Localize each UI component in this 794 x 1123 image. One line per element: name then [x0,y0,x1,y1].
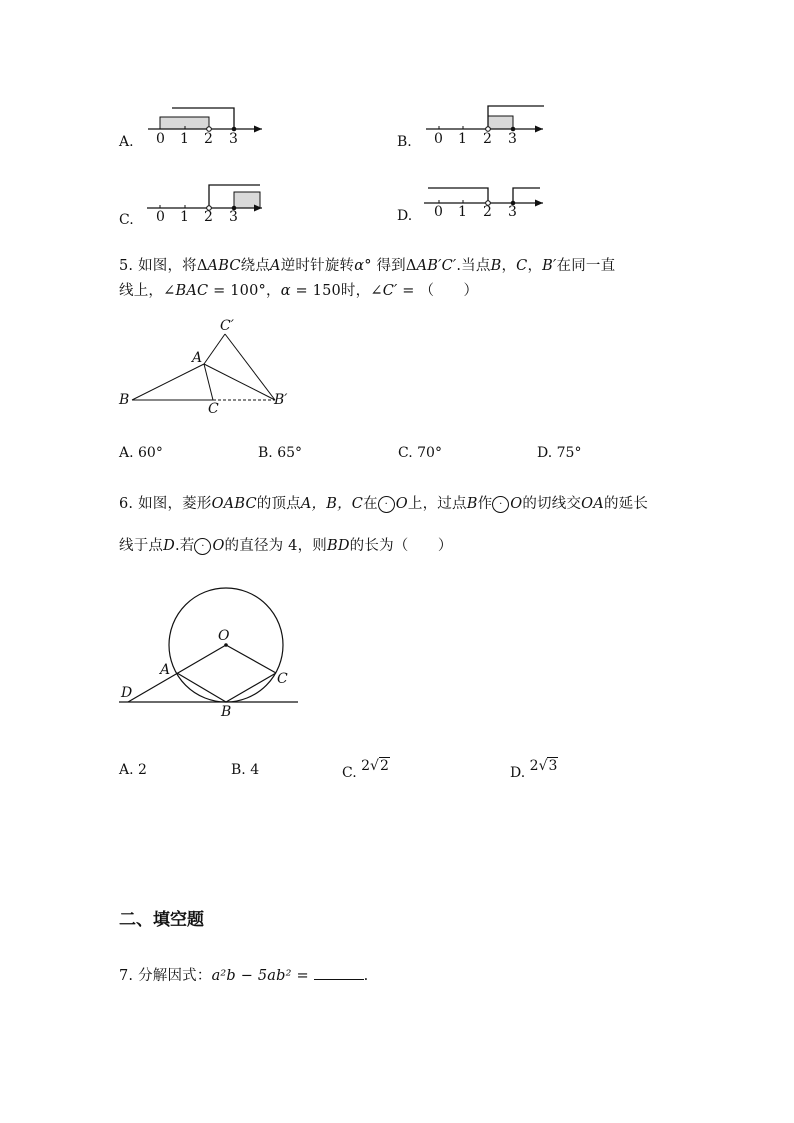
tick-label: 1 [458,204,467,220]
section-title: 二、填空题 [119,910,204,930]
circle-dot-icon: · [378,496,395,513]
q6-option-b[interactable]: B. 4 [231,762,260,778]
point-label-a: A [160,662,171,678]
tick-label: 2 [483,131,492,147]
point-label-b: B [221,704,232,720]
tick-label: 3 [229,131,238,147]
q6-option-d[interactable]: D. 2√3 [510,758,558,781]
tick-label: 2 [204,131,213,147]
tick-label: 1 [180,209,189,225]
tick-label: 1 [458,131,467,147]
point-label-a: A [192,350,203,366]
option-label: D. [397,208,413,224]
circle-dot-icon: · [194,538,211,555]
answer-blank[interactable] [314,967,364,980]
question-number: 7. [119,968,134,984]
tick-label: 3 [229,209,238,225]
question-number: 6. [119,496,134,512]
point-label-c: C [208,401,219,417]
tick-label: 0 [434,131,443,147]
tick-label: 0 [156,131,165,147]
point-label-b-prime: B′ [274,392,288,408]
q5-option-d[interactable]: D. 75° [537,445,582,461]
q5-option-a[interactable]: A. 60° [119,445,163,461]
q5-stem-line-1: 5. 如图，将ΔABC绕点A逆时针旋转α° 得到ΔAB′C′.当点B，C，B′在同一直 [119,258,616,274]
option-label: C. [119,212,134,228]
q5-option-c[interactable]: C. 70° [398,445,442,461]
tick-label: 2 [483,204,492,220]
point-label-d: D [121,685,133,701]
tick-label: 1 [180,131,189,147]
q6-option-a[interactable]: A. 2 [119,762,147,778]
option-label: B. [397,134,412,150]
circle-dot-icon: · [492,496,509,513]
tick-label: 2 [204,209,213,225]
point-label-c-prime: C′ [220,318,234,334]
q5-option-b[interactable]: B. 65° [258,445,303,461]
q6-option-c[interactable]: C. 2√2 [342,758,389,781]
point-label-o: O [218,628,230,644]
tick-label: 3 [508,204,517,220]
q5-stem-line-2: 线上，∠BAC = 100°，α = 150时，∠C′ = （ ） [119,283,479,299]
tick-label: 0 [434,204,443,220]
tick-label: 3 [508,131,517,147]
tick-label: 0 [156,209,165,225]
option-label: A. [119,134,134,150]
q6-stem-line-1: 6. 如图，菱形OABC的顶点A，B，C在 · O上，过点B作 · O的切线交OA的延长 [119,496,649,512]
point-label-c: C [277,671,288,687]
question-number: 5. [119,258,134,274]
q6-stem-line-2: 线于点D.若 · O的直径为 4，则BD的长为（ ） [119,538,453,554]
q7-stem: 7. 分解因式：a²b − 5ab² = . [119,968,369,984]
point-label-b: B [119,392,130,408]
